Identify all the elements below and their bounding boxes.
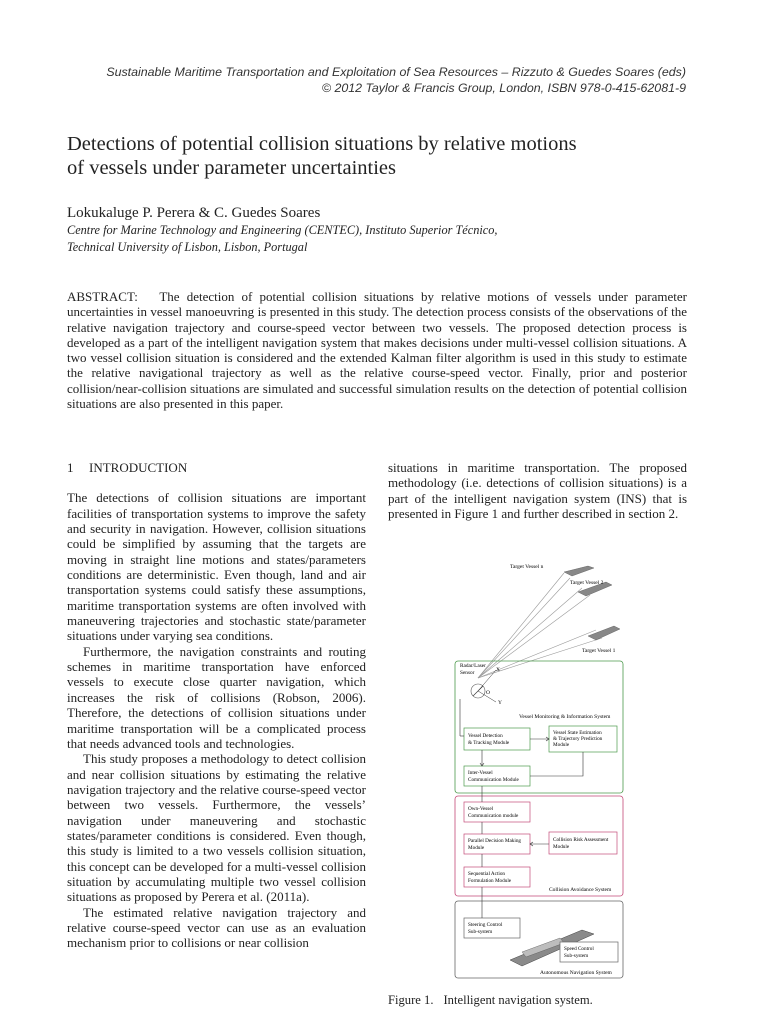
target-vessel-1-label: Target Vessel 1	[582, 648, 616, 654]
speed-text-2: Sub-system	[564, 953, 589, 959]
left-column	[67, 460, 366, 951]
speed-text-1: Speed Control	[564, 946, 594, 952]
vessel-detection-text-1: Vessel Detection	[468, 733, 503, 739]
right-column	[388, 460, 687, 521]
vessel-detection-box	[464, 728, 530, 750]
own-vessel-box	[464, 802, 530, 822]
figure-caption-label: Figure 1.	[388, 993, 434, 1007]
state-estimation-text-1: Vessel State Estimation	[553, 730, 602, 736]
cra-text-1: Collision Risk Assessment	[553, 837, 609, 843]
inter-vessel-text-1: Inter-Vessel	[468, 770, 493, 776]
cra-text-2: Module	[553, 844, 570, 850]
sequential-action-box	[464, 867, 530, 887]
running-header	[106, 64, 686, 96]
figure-caption-text: Intelligent navigation system.	[443, 993, 593, 1007]
own-vessel-text-2: Communication module	[468, 813, 519, 819]
vessel-detection-text-2: & Tracking Module	[468, 740, 510, 746]
collision-risk-box	[549, 832, 617, 854]
inter-vessel-box	[464, 766, 530, 786]
section-number: 1	[67, 460, 74, 475]
abstract	[67, 289, 687, 411]
parallel-decision-box	[464, 834, 530, 854]
axis-y-label: Y	[498, 700, 502, 706]
pdm-text-2: Module	[468, 845, 485, 851]
vmis-label: Vessel Monitoring & Information System	[519, 714, 611, 720]
own-vessel-text-1: Own-Vessel	[468, 806, 494, 812]
affiliation-line-2: Technical University of Lisbon, Lisbon, Portugal	[67, 240, 308, 254]
radar-label-1: Radar/Laser	[460, 663, 486, 669]
state-estimation-text-2: & Trajectory Prediction	[553, 736, 603, 742]
autonomous-navigation-frame	[455, 901, 623, 978]
target-vessel-n-icon	[564, 566, 594, 576]
authors: Lokukaluge P. Perera & C. Guedes Soares	[67, 205, 321, 221]
section-title: INTRODUCTION	[89, 460, 188, 475]
affiliation	[67, 222, 497, 256]
paragraph-2: Furthermore, the navigation constraints and routing schemes in maritime transportation have enforced vessels to execute close quarter navigation, which increases the risk of collisions (Robson, 2006). Therefore, the detections of collision situations under maritime transportation will be a complicated process that needs advanced tools and technologies.	[67, 643, 366, 751]
steering-text-2: Sub-system	[468, 929, 493, 935]
steering-control-box	[464, 918, 520, 938]
paragraph-4: The estimated relative navigation trajectory and relative course-speed vector can use as an evaluation mechanism prior to collisions or near collision	[67, 904, 366, 951]
section-heading	[67, 460, 366, 475]
paragraph-1: The detections of collision situations are important facilities of transportation systems to improve the safety and security in navigation. However, collision situations could be simplified by assuming that the targets are moving in straight line motions and states/parameters conditions are deterministic. Even though, land and air transportation systems could satisfy these assumptions, maritime transportation systems are often involved with maneuvering trajectories and stochastic state/parameter situations under varying sea conditions.	[67, 490, 366, 644]
title-line-2: of vessels under parameter uncertainties	[67, 157, 397, 179]
paragraph-3: This study proposes a methodology to detect collision and near collision situations by estimating the relative navigation trajectory and the relative course-speed vector between two vessels. Furthermore, the vessels’ navigation under maneuvering and stochastic states/parameter conditions is considered. Even though, this study is limited to a two vessels collision situation, this concept can be developed for a multi-vessel collision situation by accumulating multiple two vessel collision situations as proposed by Perera et al. (2011a).	[67, 751, 366, 905]
paper-title	[67, 132, 707, 180]
sensor-beams	[478, 573, 602, 678]
axis-o-label: O	[486, 690, 490, 696]
abstract-text: The detection of potential collision situations by relative motions of vessels under parameter uncertainties in vessel manoeuvring is presented in this study. The detection process consists of the observations of the relative navigation trajectory and course-speed vector between two vessels. The proposed detection process is developed as a part of the intelligent navigation system that makes decisions under multi-vessel collision situations. A two vessel collision situation is considered and the extended Kalman filter algorithm is used in this study to estimate the relative navigational trajectory as well as the relative course-speed vector. Finally, prior and posterior collision/near-collision situations are simulated and successful simulation results on the detection of potential collision situations are also presented in this paper.	[67, 289, 688, 412]
speed-control-box	[560, 942, 618, 962]
affiliation-line-1: Centre for Marine Technology and Engineering (CENTEC), Instituto Superior Técnico,	[67, 223, 498, 237]
cas-label: Collision Avoidance System	[549, 887, 612, 893]
seq-text-1: Sequential Action	[468, 871, 506, 877]
header-line-2: © 2012 Taylor & Francis Group, London, ISBN 978-0-415-62081-9	[321, 81, 686, 95]
target-vessel-1-icon	[588, 626, 620, 640]
header-line-1: Sustainable Maritime Transportation and Exploitation of Sea Resources – Rizzuto & Guedes Soares (eds)	[106, 65, 686, 79]
steering-text-1: Steering Control	[468, 922, 503, 928]
inter-vessel-text-2: Communication Module	[468, 777, 519, 783]
state-estimation-text-3: Module	[553, 742, 570, 748]
figure-1-diagram	[452, 558, 626, 980]
target-vessel-2-label: Target Vessel 2	[570, 580, 604, 586]
title-line-1: Detections of potential collision situations by relative motions	[67, 133, 577, 155]
ans-label: Autonomous Navigation System	[540, 970, 612, 976]
figure-caption	[388, 993, 593, 1008]
pdm-text-1: Parallel Decision Making	[468, 838, 522, 844]
seq-text-2: Formulation Module	[468, 878, 512, 884]
target-vessel-n-label: Target Vessel n	[510, 564, 544, 570]
axis-x-label: X	[496, 667, 500, 673]
paragraph-5: situations in maritime transportation. The proposed methodology (i.e. detections of collision situations) is a part of the intelligent navigation system (INS) that is presented in Figure 1 and further described in section 2.	[388, 460, 687, 522]
radar-label-2: Sensor	[460, 670, 475, 676]
abstract-label: ABSTRACT:	[67, 289, 138, 304]
